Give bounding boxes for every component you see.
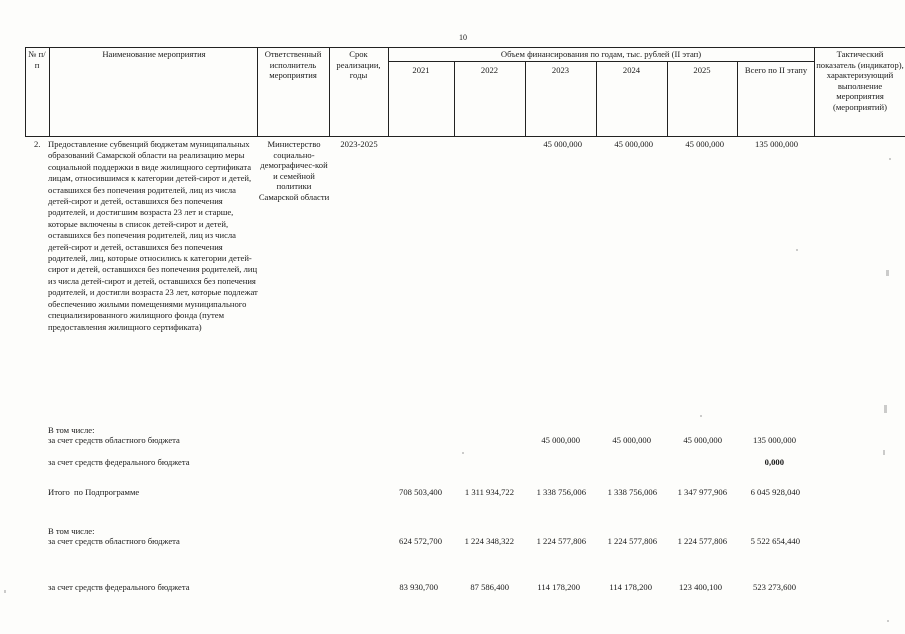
total-2023: 1 338 756,006: [536, 487, 586, 497]
row-value-2024: 45 000,000: [614, 139, 653, 149]
total-2024: 1 338 756,006: [607, 487, 657, 497]
scan-speck: [4, 590, 6, 593]
row2-regional-total: 135 000,000: [753, 435, 796, 445]
row-number: 2.: [34, 139, 41, 149]
total-regional-2024: 1 224 577,806: [607, 536, 657, 546]
header-year-2023: 2023: [551, 65, 570, 75]
row2-federal-total: 0,000: [764, 457, 784, 467]
table-top-border: [25, 47, 905, 48]
total-federal-label: за счет средств федерального бюджета: [48, 582, 190, 592]
total-federal-2024: 114 178,200: [609, 582, 652, 592]
total-2021: 708 503,400: [399, 487, 442, 497]
total-federal-2023: 114 178,200: [537, 582, 580, 592]
header-indicator: Тактический показатель (индикатор), характеризующий выполнение мероприятия (мероприятий): [816, 49, 904, 112]
header-name: Наименование мероприятия: [102, 49, 206, 59]
total-federal-2022: 87 586,400: [470, 582, 509, 592]
row2-regional-2023: 45 000,000: [541, 435, 580, 445]
table-left-border: [25, 47, 26, 136]
row-value-2023: 45 000,000: [543, 139, 582, 149]
row-value-total: 135 000,000: [755, 139, 798, 149]
header-financing: Объем финансирования по годам, тыс. рублей (II этап): [500, 49, 702, 59]
total-federal-2021: 83 930,700: [399, 582, 438, 592]
total-regional-sum: 5 522 654,440: [750, 536, 800, 546]
total-2025: 1 347 977,906: [677, 487, 727, 497]
col-divider-4: [388, 47, 389, 136]
row2-regional-2024: 45 000,000: [612, 435, 651, 445]
header-num: № п/п: [28, 49, 46, 70]
row-term: 2023-2025: [340, 139, 378, 149]
col-divider-10: [814, 47, 815, 136]
row-description: Предоставление субвенций бюджетам муниципальных образований Самарской области на реализацию меры социальной поддержки в виде жилищного сертификата лицам, относившимся к категории детей-сирот и детей, оставшихся без попечения родителей, лиц из числа детей-сирот и детей, оставшихся без попечения родителей, и достигшим возраста 23 лет и старше, которые включены в список детей-сирот и детей, оставшихся без попечения родителей, лиц из числа детей-сирот и детей, оставшихся без попечения родителей, лиц, которые относились к категории детей-сирот и детей, оставшихся без попечения родителей, лиц из числа детей-сирот и детей, оставшихся без попечения родителей, и достигли возраста 23 лет, которые подлежат обеспечению жилыми помещениями муниципального специализированного жилищного фонда (путем предоставления жилищного сертификата): [48, 139, 258, 332]
row2-regional-2025: 45 000,000: [683, 435, 722, 445]
fin-subheader-border: [388, 61, 814, 62]
total-regional-2023: 1 224 577,806: [536, 536, 586, 546]
total-regional-2022: 1 224 348,322: [464, 536, 514, 546]
total-2022: 1 311 934,722: [464, 487, 514, 497]
total-regional-label: за счет средств областного бюджета: [48, 536, 180, 546]
header-year-2021: 2021: [412, 65, 430, 75]
total-federal-2025: 123 400,100: [679, 582, 722, 592]
total-federal-sum: 523 273,600: [753, 582, 796, 592]
row2-regional-label: за счет средств областного бюджета: [48, 435, 180, 445]
total-incl-label: В том числе:: [48, 526, 95, 536]
total-regional-2025: 1 224 577,806: [677, 536, 727, 546]
row-value-2025: 45 000,000: [685, 139, 724, 149]
header-total: Всего по II этапу: [744, 65, 808, 75]
scan-speck: [700, 415, 702, 417]
scan-speck: [884, 405, 887, 413]
scan-speck: [796, 249, 798, 251]
header-year-2022: 2022: [480, 65, 499, 75]
page-number: 10: [459, 33, 467, 42]
scan-speck: [887, 620, 889, 622]
header-year-2025: 2025: [693, 65, 711, 75]
scan-speck: [462, 452, 464, 454]
header-year-2024: 2024: [622, 65, 641, 75]
header-term: Срок реализации, годы: [336, 49, 381, 81]
header-responsible: Ответственный исполнитель мероприятия: [264, 49, 322, 81]
row2-federal-label: за счет средств федерального бюджета: [48, 457, 190, 467]
header-bottom-border: [25, 136, 905, 137]
col-divider-1: [49, 47, 50, 136]
scan-speck: [883, 450, 885, 455]
total-sum: 6 045 928,040: [750, 487, 800, 497]
scan-speck: [886, 270, 889, 276]
row2-incl-label: В том числе:: [48, 425, 95, 435]
scan-speck: [889, 158, 891, 160]
total-regional-2021: 624 572,700: [399, 536, 442, 546]
total-label: Итого по Подпрограмме: [48, 487, 140, 497]
row-responsible: Министерство социально-демографичес-кой и семейной политики Самарской области: [258, 139, 330, 202]
